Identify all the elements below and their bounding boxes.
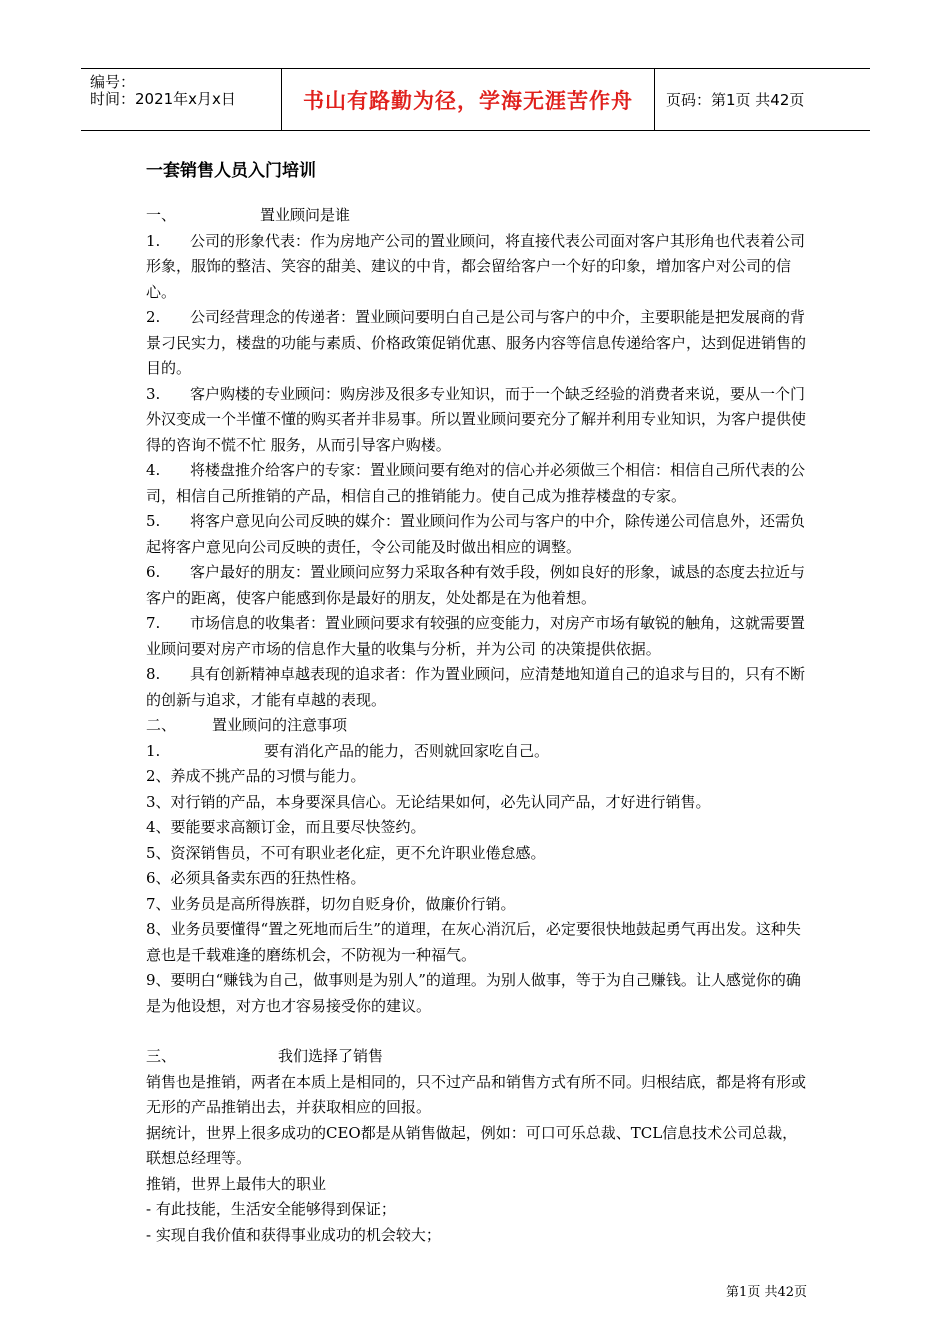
doc-date: 时间：2021年x月x日 (90, 90, 236, 108)
list-item-text: 客户最好的朋友：置业顾问应努力采取各种有效手段，例如良好的形象，诚恳的态度去拉近与客户的距离，使客户能感到你是最好的朋友，处处都是在为他着想。 (146, 563, 806, 607)
section-3-heading (146, 1044, 811, 1070)
list-item-text: 公司的形象代表：作为房地产公司的置业顾问，将直接代表公司面对客户其形角也代表着公司形象，服饰的整洁、笑容的甜美、建议的中肯，都会留给客户一个好的印象，增加客户对公司的信心。 (146, 231, 806, 301)
section-2-item-1 (146, 739, 811, 765)
section-3-title: 我们选择了销售 (278, 1047, 384, 1065)
list-item: 6、必须具备卖东西的狂热性格。 (146, 869, 366, 887)
header-motto: 书山有路勤为径，学海无涯苦作舟 (303, 88, 633, 113)
header-page-cell (655, 69, 870, 130)
section-2-index: 二、 (146, 716, 177, 734)
list-item: 5、资深销售员，不可有职业老化症，更不允许职业倦怠感。 (146, 843, 546, 862)
list-item-text: 市场信息的收集者：置业顾问要求有较强的应变能力，对房产市场有敏锐的触角，这就需要置业顾问要对房产市场的信息作大量的收集与分析，并为公司 的决策提供依据。 (146, 614, 806, 658)
doc-code-label: 编号： (90, 73, 136, 91)
section-1-list (146, 229, 811, 714)
section-2-item-1-number: 1. (146, 741, 161, 760)
list-item (146, 229, 811, 306)
list-item: 7、业务员是高所得族群，切勿自贬身价，做廉价行销。 (146, 894, 516, 913)
list-item: 2、养成不挑产品的习惯与能力。 (146, 767, 366, 785)
list-item (146, 560, 811, 611)
list-item-number: 1. (146, 231, 161, 250)
section-3-index: 三、 (146, 1047, 177, 1065)
section-2-heading (146, 713, 811, 739)
list-item (146, 509, 811, 560)
paragraph: 推销，世界上最伟大的职业 (146, 1174, 327, 1193)
section-1-index: 一、 (146, 206, 177, 224)
list-item: 8、业务员要懂得“置之死地而后生”的道理，在灰心消沉后，必定要很快地鼓起勇气再出发。这种失意也是千载难逢的磨练机会，不防视为一种福气。 (146, 920, 801, 964)
header-page-code: 页码：第1页 共42页 (666, 91, 805, 109)
paragraph: 据统计，世界上很多成功的CEO都是从销售做起，例如：可口可乐总裁、TCL信息技术公司总裁，联想总经理等。 (146, 1123, 798, 1167)
section-2-title: 置业顾问的注意事项 (212, 716, 348, 734)
list-item-number: 2. (146, 308, 161, 326)
list-item-number: 8. (146, 665, 161, 683)
header-motto-cell (281, 69, 655, 130)
list-item-number: 3. (146, 384, 161, 403)
paragraph: 销售也是推销，两者在本质上是相同的，只不过产品和销售方式有所不同。归根结底，都是将有形或无形的产品推销出去，并获取相应的回报。 (146, 1072, 807, 1116)
list-item (146, 611, 811, 662)
document-body (146, 203, 811, 1248)
list-item-text: 具有创新精神卓越表现的追求者：作为置业顾问，应清楚地知道自己的追求与目的，只有不断的创新与追求，才能有卓越的表现。 (146, 665, 806, 709)
page-footer: 第1页 共42页 (726, 1285, 807, 1300)
list-item (146, 305, 811, 382)
list-item-text: 将客户意见向公司反映的媒介：置业顾问作为公司与客户的中介，除传递公司信息外，还需负起将客户意见向公司反映的责任，令公司能及时做出相应的调整。 (146, 512, 806, 556)
list-item-text: 将楼盘推介给客户的专家：置业顾问要有绝对的信心并必须做三个相信：相信自己所代表的公司，相信自己所推销的产品，相信自己的推销能力。使自己成为推荐楼盘的专家。 (146, 461, 806, 505)
list-item: 3、对行销的产品，本身要深具信心。无论结果如何，必先认同产品，才好进行销售。 (146, 792, 711, 811)
section-2-item-1-text: 要有消化产品的能力，否则就回家吃自己。 (264, 741, 550, 760)
list-item-number: 5. (146, 512, 161, 530)
list-item (146, 662, 811, 713)
section-1-title: 置业顾问是谁 (260, 206, 351, 224)
header-meta (81, 69, 280, 130)
spacer (146, 1019, 811, 1044)
list-item: 4、要能要求高额订金，而且要尽快签约。 (146, 818, 426, 836)
list-item-number: 7. (146, 614, 161, 632)
list-item-number: 6. (146, 563, 161, 581)
list-item: 9、要明白“赚钱为自己，做事则是为别人”的道理。为别人做事，等于为自己赚钱。让人感觉你的确是为他设想，对方也才容易接受你的建议。 (146, 971, 801, 1015)
list-item (146, 382, 811, 459)
paragraph: - 实现自我价值和获得事业成功的机会较大； (146, 1225, 441, 1244)
section-1-heading (146, 203, 811, 229)
list-item-number: 4. (146, 461, 161, 479)
paragraph: - 有此技能，生活安全能够得到保证； (146, 1200, 396, 1218)
list-item-text: 公司经营理念的传递者：置业顾问要明白自己是公司与客户的中介，主要职能是把发展商的背景刁民实力，楼盘的功能与素质、价格政策促销优惠、服务内容等信息传递给客户，达到促进销售的目的。 (146, 308, 807, 377)
document-title: 一套销售人员入门培训 (146, 161, 316, 181)
section-2-list (146, 764, 811, 1019)
list-item (146, 458, 811, 509)
page-header (81, 68, 870, 131)
list-item-text: 客户购楼的专业顾问：购房涉及很多专业知识，而于一个缺乏经验的消费者来说，要从一个门外汉变成一个半懂不懂的购买者并非易事。所以置业顾问要充分了解并利用专业知识，为客户提供使得的咨询不慌不忙 服务，从而引导客户购楼。 (146, 384, 807, 454)
section-3-list (146, 1070, 811, 1249)
